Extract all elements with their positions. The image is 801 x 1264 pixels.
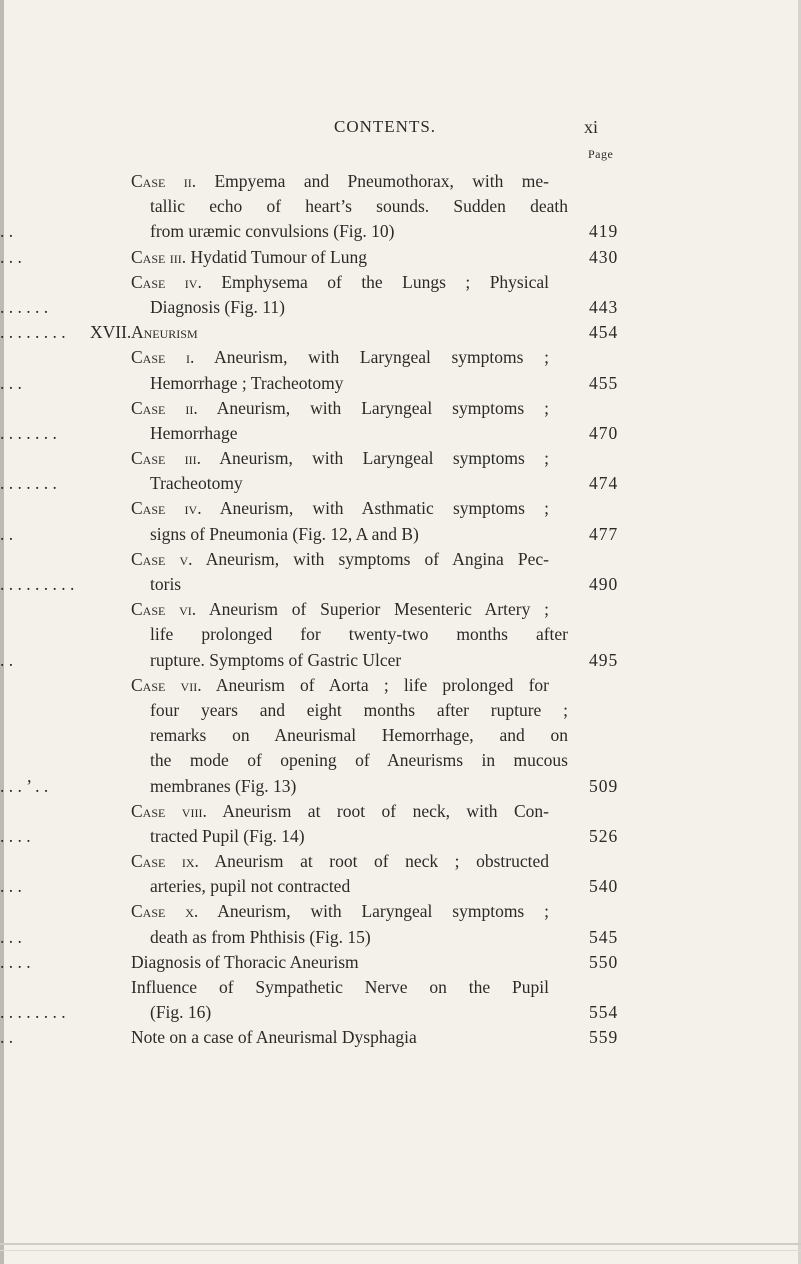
entry-text xyxy=(131,799,549,824)
entry-text xyxy=(131,899,549,924)
page-column-label: Page xyxy=(588,147,614,161)
dot-leader: . . . . . . . xyxy=(0,422,57,443)
case-label: Case v. xyxy=(131,548,193,569)
entry-title: Empyema and Pneumothorax, with me- xyxy=(214,171,549,191)
contents-line xyxy=(0,648,801,673)
case-label: Case ii. xyxy=(131,397,198,418)
entry-text xyxy=(131,673,549,698)
dot-leader: . . xyxy=(0,221,14,242)
contents-line xyxy=(0,723,801,748)
page-ref: 477 xyxy=(589,523,619,544)
contents-line xyxy=(0,547,801,572)
chapter-title xyxy=(131,320,198,345)
entry-title: death as from Phthisis (Fig. 15) xyxy=(150,926,371,947)
entry-title: life prolonged for twenty-two months after xyxy=(150,624,568,645)
case-label: Case iii. xyxy=(131,246,187,267)
entry-title: the mode of opening of Aneurisms in mucous xyxy=(150,750,568,771)
entry-text xyxy=(150,421,237,446)
entry-title: four years and eight months after rupture ; xyxy=(150,699,568,720)
page-ref: 540 xyxy=(589,876,619,897)
entry-title: Hydatid Tumour of Lung xyxy=(190,246,367,267)
contents-line xyxy=(0,371,801,396)
contents-line xyxy=(0,1025,801,1050)
page-ref: 419 xyxy=(589,221,619,242)
contents-line xyxy=(0,396,801,421)
contents-line xyxy=(0,673,801,698)
contents-line xyxy=(0,522,801,547)
entry-text xyxy=(150,622,568,647)
case-label: Case vi. xyxy=(131,599,197,620)
dot-leader: . . . . . . . xyxy=(0,473,57,494)
entry-text xyxy=(131,597,549,622)
contents-line xyxy=(0,799,801,824)
entry-title: tracted Pupil (Fig. 14) xyxy=(150,825,305,846)
dot-leader: . . . . xyxy=(0,951,31,972)
case-label: Case viii. xyxy=(131,800,207,821)
dot-leader: . . . . . . . . xyxy=(0,322,66,343)
entry-title: Aneurism, with Asthmatic symptoms ; xyxy=(219,498,549,519)
dot-leader: . . xyxy=(0,649,14,670)
entry-text xyxy=(131,496,549,521)
entry-text xyxy=(131,849,549,874)
contents-line xyxy=(0,824,801,849)
entry-text xyxy=(150,522,419,547)
entry-title: Aneurism, with Laryngeal symptoms ; xyxy=(216,397,549,418)
case-label: Case vii. xyxy=(131,674,202,695)
dot-leader: . . . xyxy=(0,246,22,267)
page-ref: 526 xyxy=(589,825,619,846)
dot-leader: . . xyxy=(0,523,14,544)
contents-list xyxy=(0,169,801,1051)
contents-line xyxy=(0,975,801,1000)
entry-text xyxy=(150,1000,211,1025)
case-label: Case ii. xyxy=(131,171,197,191)
contents-line xyxy=(0,270,801,295)
entry-title: Note on a case of Aneurismal Dysphagia xyxy=(131,1027,417,1048)
entry-title: Hemorrhage xyxy=(150,422,238,443)
entry-text xyxy=(131,245,367,270)
entry-text xyxy=(150,925,371,950)
page-ref: 474 xyxy=(589,473,619,494)
entry-title: toris xyxy=(150,574,182,594)
entry-title: Diagnosis of Thoracic Aneurism xyxy=(131,951,359,972)
entry-title: Aneurism, with Laryngeal symptoms ; xyxy=(217,901,549,922)
entry-text xyxy=(150,824,305,849)
entry-text xyxy=(150,572,181,597)
case-label: Case i. xyxy=(131,347,195,368)
dot-leader: . . . ’ . . xyxy=(0,775,49,796)
page-ref: 545 xyxy=(589,926,619,947)
dot-leader: . . xyxy=(0,1027,14,1048)
running-head-title: CONTENTS. xyxy=(334,117,437,136)
entry-title: rupture. Symptoms of Gastric Ulcer xyxy=(150,649,402,670)
entry-text xyxy=(150,874,350,899)
contents-line xyxy=(0,496,801,521)
page-ref: 490 xyxy=(589,574,619,594)
entry-title: from uræmic convulsions (Fig. 10) xyxy=(150,221,395,242)
bottom-rule xyxy=(0,1243,801,1245)
case-label: Case iv. xyxy=(131,271,202,292)
entry-title: Hemorrhage ; Tracheotomy xyxy=(150,372,344,393)
entry-title: Aneurism, with Laryngeal symptoms ; xyxy=(219,448,549,469)
contents-line xyxy=(0,320,801,345)
case-label: Case iii. xyxy=(131,448,202,469)
contents-line xyxy=(0,597,801,622)
contents-line xyxy=(0,899,801,924)
entry-title: arteries, pupil not contracted xyxy=(150,876,351,897)
contents-line xyxy=(0,925,801,950)
dot-leader: . . . . xyxy=(0,825,31,846)
entry-text xyxy=(131,270,549,295)
entry-text xyxy=(150,723,568,748)
entry-text xyxy=(131,975,549,1000)
contents-line xyxy=(0,345,801,370)
running-head-page-number: xi xyxy=(584,117,599,137)
entry-text xyxy=(150,471,243,496)
bottom-rule-faint xyxy=(0,1250,801,1251)
entry-title: Diagnosis (Fig. 11) xyxy=(150,296,285,317)
dot-leader: . . . . . . . . . xyxy=(0,574,75,594)
entry-text xyxy=(150,371,343,396)
entry-text xyxy=(131,547,549,572)
entry-text xyxy=(150,219,395,244)
page-ref: 470 xyxy=(589,422,619,443)
entry-title: Aneurism of Aorta ; life prolonged for xyxy=(215,674,549,695)
contents-line xyxy=(0,874,801,899)
entry-title: remarks on Aneurismal Hemorrhage, and on xyxy=(150,725,568,746)
contents-line xyxy=(0,194,801,219)
entry-text xyxy=(131,169,549,194)
case-label: Case iv. xyxy=(131,498,202,519)
entry-text xyxy=(150,774,296,799)
entry-text xyxy=(131,396,549,421)
contents-line xyxy=(0,1000,801,1025)
dot-leader: . . . xyxy=(0,926,22,947)
page-ref: 554 xyxy=(589,1002,619,1023)
entry-title: Aneurism of Superior Mesenteric Artery ; xyxy=(208,599,549,620)
contents-line xyxy=(0,950,801,975)
entry-title: Tracheotomy xyxy=(150,473,243,494)
page-ref: 455 xyxy=(589,372,619,393)
page-ref: 550 xyxy=(589,951,619,972)
contents-line xyxy=(0,698,801,723)
contents-line xyxy=(0,622,801,647)
contents-line xyxy=(0,295,801,320)
entry-text xyxy=(150,194,568,219)
entry-title: tallic echo of heart’s sounds. Sudden death xyxy=(150,196,568,217)
dot-leader: . . . . . . xyxy=(0,296,49,317)
case-label: Case x. xyxy=(131,901,199,922)
page-ref: 495 xyxy=(589,649,619,670)
entry-title: membranes (Fig. 13) xyxy=(150,775,297,796)
entry-title: Emphysema of the Lungs ; Physical xyxy=(221,271,549,292)
entry-title: Aneurism, with symptoms of Angina Pec- xyxy=(205,548,549,569)
contents-line xyxy=(0,219,801,244)
entry-title: Aneurism at root of neck, with Con- xyxy=(222,800,549,821)
entry-text xyxy=(150,648,401,673)
page-ref: 443 xyxy=(589,296,619,317)
contents-line xyxy=(0,748,801,773)
dot-leader: . . . xyxy=(0,876,22,897)
contents-line xyxy=(0,169,801,194)
entry-title: Influence of Sympathetic Nerve on the Pupil xyxy=(131,977,549,997)
case-label: Case ix. xyxy=(131,851,199,872)
entry-text xyxy=(131,950,359,975)
page-ref: 430 xyxy=(589,246,619,267)
entry-text xyxy=(131,1025,417,1050)
entry-title: signs of Pneumonia (Fig. 12, A and B) xyxy=(150,523,419,544)
dot-leader: . . . xyxy=(0,372,22,393)
entry-title: Aneurism, with Laryngeal symptoms ; xyxy=(214,347,549,368)
entry-text xyxy=(150,698,568,723)
contents-line xyxy=(0,446,801,471)
contents-line xyxy=(0,471,801,496)
entry-text xyxy=(131,446,549,471)
entry-text xyxy=(150,295,285,320)
contents-line xyxy=(0,572,801,597)
entry-text xyxy=(150,748,568,773)
page-ref: 454 xyxy=(589,322,619,343)
entry-text xyxy=(131,345,549,370)
page-ref: 509 xyxy=(589,775,619,796)
contents-line xyxy=(0,774,801,799)
entry-title: (Fig. 16) xyxy=(150,1002,212,1023)
dot-leader: . . . . . . . . xyxy=(0,1002,66,1023)
page-ref: 559 xyxy=(589,1027,619,1048)
contents-line xyxy=(0,421,801,446)
entry-title: Aneurism at root of neck ; obstructed xyxy=(214,851,549,872)
chapter-number: XVII. xyxy=(90,322,132,343)
entry-title: Aneurism xyxy=(131,322,198,343)
contents-line xyxy=(0,245,801,270)
contents-line xyxy=(0,849,801,874)
